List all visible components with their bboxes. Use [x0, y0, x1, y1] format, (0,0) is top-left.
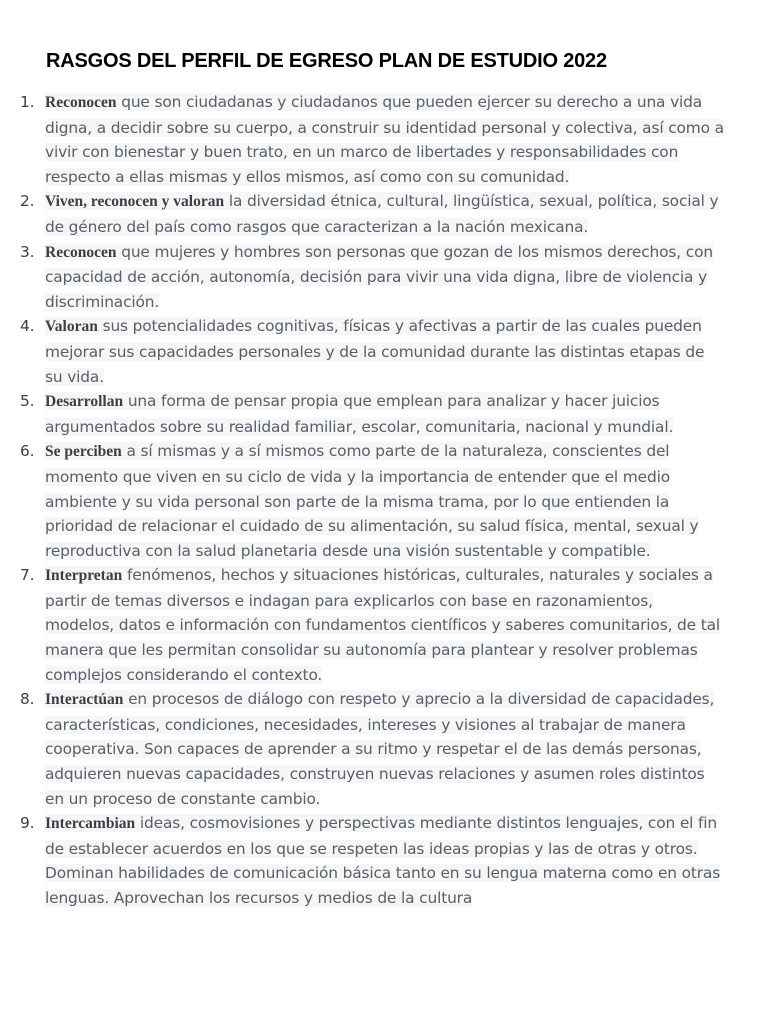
- list-item-text: que mujeres y hombres son personas que gozan de los mismos derechos, con capacidad de acción, autonomía, decisión para vivir una vida digna, libre de violencia y discriminación.: [45, 242, 713, 311]
- list-item-text: a sí mismas y a sí mismos como parte de la naturaleza, conscientes del momento que viven en su ciclo de vida y la importancia de entender que el medio ambiente y su vida personal son parte de la misma trama, por lo que entienden la prioridad de relacionar el cuidado de su alimentación, su salud física, mental, sexual y reproductiva con la salud planetaria desde una visión sustentable y compatible.: [45, 442, 699, 560]
- list-number: 5.: [20, 392, 35, 411]
- list-item-4: [0, 314, 768, 389]
- list-item-verb: Interpretan: [45, 567, 123, 585]
- list-item-verb: Valoran: [45, 318, 98, 336]
- list-item-body: [45, 317, 704, 385]
- list-item-7: [0, 563, 768, 687]
- list-number: 2.: [20, 192, 35, 211]
- list-item-8: [0, 687, 768, 811]
- list-item-body: [45, 814, 720, 907]
- list-item-verb: Reconocen: [45, 94, 117, 111]
- list-item-verb: Intercambian: [45, 815, 136, 833]
- list-item-text: la diversidad étnica, cultural, lingüística, sexual, política, social y de género del país como rasgos que caracterizan a la nación mexicana.: [45, 192, 719, 236]
- list-item-body: [45, 690, 714, 807]
- list-item-text: en procesos de diálogo con respeto y aprecio a la diversidad de capacidades, características, condiciones, necesidades, intereses y visiones al trabajar de manera cooperativa. Son capaces de aprender a su ritmo y respetar el de las demás personas, adquieren nuevas capacidades, construyen nuevas relaciones y asumen roles distintos en un proceso de constante cambio.: [45, 690, 715, 808]
- list-item-2: [0, 189, 768, 239]
- list-item-1: [0, 90, 768, 189]
- list-item-body: [45, 243, 713, 311]
- list-item-verb: Desarrollan: [45, 393, 124, 411]
- list-number: 3.: [20, 242, 35, 261]
- list-number: 9.: [20, 814, 35, 833]
- list-item-3: [0, 240, 768, 315]
- list-item-body: [45, 566, 720, 683]
- list-item-verb: Viven, reconocen y valoran: [45, 193, 225, 211]
- list-item-body: [45, 192, 719, 236]
- list-number: 1.: [20, 93, 35, 111]
- list-item-5: [0, 389, 768, 439]
- list-item-body: [45, 442, 698, 559]
- list-item-9: [0, 811, 768, 910]
- list-number: 8.: [20, 690, 35, 709]
- list-item-6: [0, 439, 768, 563]
- list-item-body: [45, 392, 673, 436]
- list-item-text: que son ciudadanas y ciudadanos que pueden ejercer su derecho a una vida digna, a decidir sobre su cuerpo, a construir su identidad personal y colectiva, así como a vivir con bienestar y buen trato, en un marco de libertades y responsabilidades con respecto a ellas mismas y ellos mismos, así como con su comunidad.: [45, 93, 724, 186]
- list-item-text: sus potencialidades cognitivas, físicas y afectivas a partir de las cuales pueden mejorar sus capacidades personales y de la comunidad durante las distintas etapas de su vida.: [45, 317, 705, 386]
- list-item-text: ideas, cosmovisiones y perspectivas mediante distintos lenguajes, con el fin de establecer acuerdos en los que se respeten las ideas propias y las de otras y otros. Dominan habilidades de comunicación básica tanto en su lengua materna como en otras lenguas. Aprovechan los recursos y medios de la cultura: [45, 814, 721, 907]
- list-number: 6.: [20, 442, 35, 461]
- list-item-text: una forma de pensar propia que emplean para analizar y hacer juicios argumentados sobre su realidad familiar, escolar, comunitaria, nacional y mundial.: [45, 392, 674, 436]
- list-item-body: [45, 93, 724, 186]
- list-item-verb: Se perciben: [45, 443, 122, 461]
- list-number: 4.: [20, 317, 35, 336]
- list-item-verb: Interactúan: [45, 691, 124, 709]
- document-title: RASGOS DEL PERFIL DE EGRESO PLAN DE ESTUDIO 2022: [46, 50, 607, 72]
- list-number: 7.: [20, 566, 35, 585]
- profile-traits-list: [0, 90, 768, 911]
- list-item-text: fenómenos, hechos y situaciones históricas, culturales, naturales y sociales a partir de temas diversos e indagan para explicarlos con base en razonamientos, modelos, datos e información con fundamentos científicos y saberes comunitarios, de tal manera que les permitan consolidar su autonomía para plantear y resolver problemas complejos considerando el contexto.: [45, 566, 721, 684]
- list-item-verb: Reconocen: [45, 243, 117, 261]
